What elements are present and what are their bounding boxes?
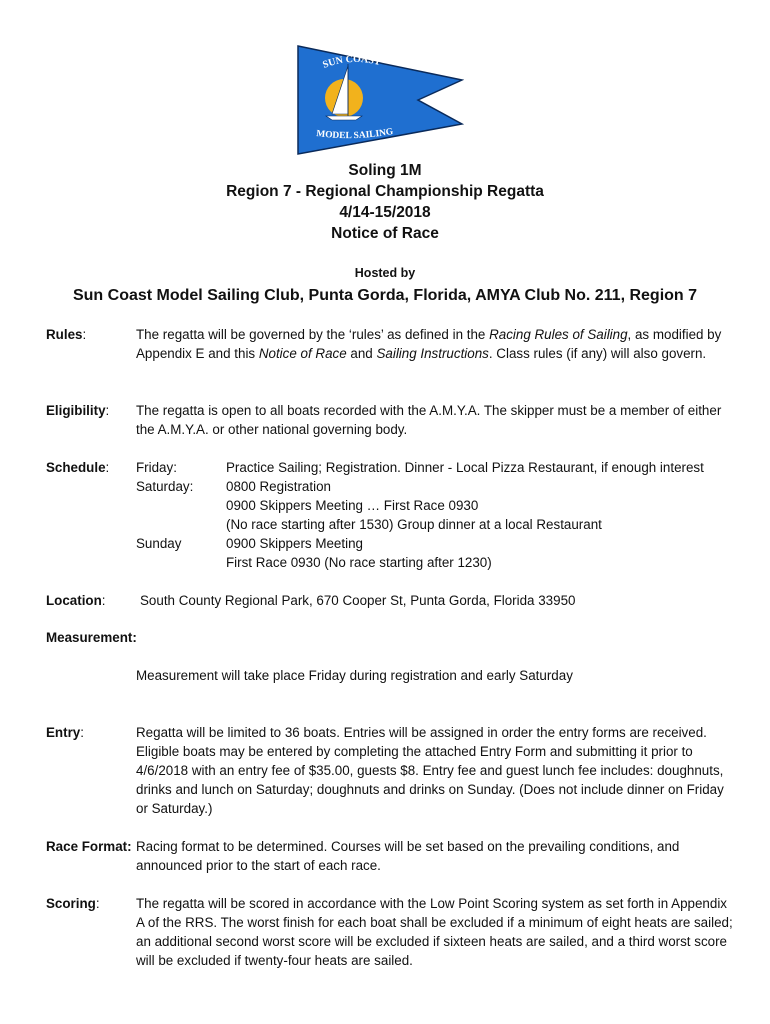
location-text: South County Regional Park, 670 Cooper St, Punta Gorda, Florida 33950 <box>140 593 576 608</box>
document-type: Notice of Race <box>331 225 439 242</box>
section-label: Scoring: <box>46 896 100 911</box>
entry-text: Regatta will be limited to 36 boats. Entries will be assigned in order the entry forms are received. Eligible boats may be entered by completing the attached Entry Form and submitting it prior to 4/6/2018 with an entry fee of $35.00, guests $8. Entry fee and guest lunch fee includes: doughnuts, drinks and lunch on Saturday; doughnuts and drinks on Sunday. (Does not include dinner on Friday or Saturday.) <box>136 725 724 816</box>
race-format-text: Racing format to be determined. Courses will be set based on the prevailing conditions, and announced prior to the start of each race. <box>136 839 680 873</box>
scoring-text: The regatta will be scored in accordance with the Low Point Scoring system as set forth in Appendix A of the RRS. The worst finish for each boat shall be excluded if a minimum of eight heats are sailed; an additional second worst score will be excluded if sixteen heats are sailed, and a third worst score will be excluded if twenty-four heats are sailed. <box>136 896 733 968</box>
section-label: Schedule: <box>46 460 110 475</box>
section-label: Race Format: <box>46 839 132 854</box>
event-dates: 4/14-15/2018 <box>339 204 431 221</box>
schedule-line: Sunday 0900 Skippers Meeting <box>136 536 363 551</box>
schedule-list <box>136 458 736 572</box>
section-label: Eligibility: <box>46 403 110 418</box>
measurement-text: Measurement will take place Friday during registration and early Saturday <box>136 668 573 683</box>
schedule-line: First Race 0930 (No race starting after 1230) <box>226 555 492 570</box>
class-name: Soling 1M <box>348 162 422 179</box>
event-title: Region 7 - Regional Championship Regatta <box>226 183 544 200</box>
logo-bottom-text: MODEL SAILING <box>315 126 395 142</box>
host-club: Sun Coast Model Sailing Club, Punta Gorda, Florida, AMYA Club No. 211, Region 7 <box>72 287 698 304</box>
hosted-by: Hosted by <box>354 266 416 280</box>
section-label: Location: <box>46 593 106 608</box>
section-label: Rules: <box>46 327 87 342</box>
schedule-line: 0900 Skippers Meeting … First Race 0930 <box>226 498 479 513</box>
schedule-line: Saturday: 0800 Registration <box>136 479 331 494</box>
schedule-line: Friday: Practice Sailing; Registration. Dinner - Local Pizza Restaurant, if enough interest <box>136 460 704 475</box>
title-block <box>0 160 770 244</box>
logo-top-text: SUN COAST <box>321 53 382 71</box>
eligibility-text: The regatta is open to all boats recorded with the A.M.Y.A. The skipper must be a member of either the A.M.Y.A. or other national governing body. <box>136 403 722 437</box>
section-label: Entry: <box>46 725 84 740</box>
schedule-line: (No race starting after 1530) Group dinner at a local Restaurant <box>226 517 602 532</box>
section-label: Measurement: <box>46 630 137 645</box>
club-logo <box>296 44 464 156</box>
rules-text: The regatta will be governed by the ‘rules’ as defined in the Racing Rules of Sailing, as modified by Appendix E and this Notice of Race and Sailing Instructions. Class rules (if any) will also govern. <box>136 327 722 361</box>
